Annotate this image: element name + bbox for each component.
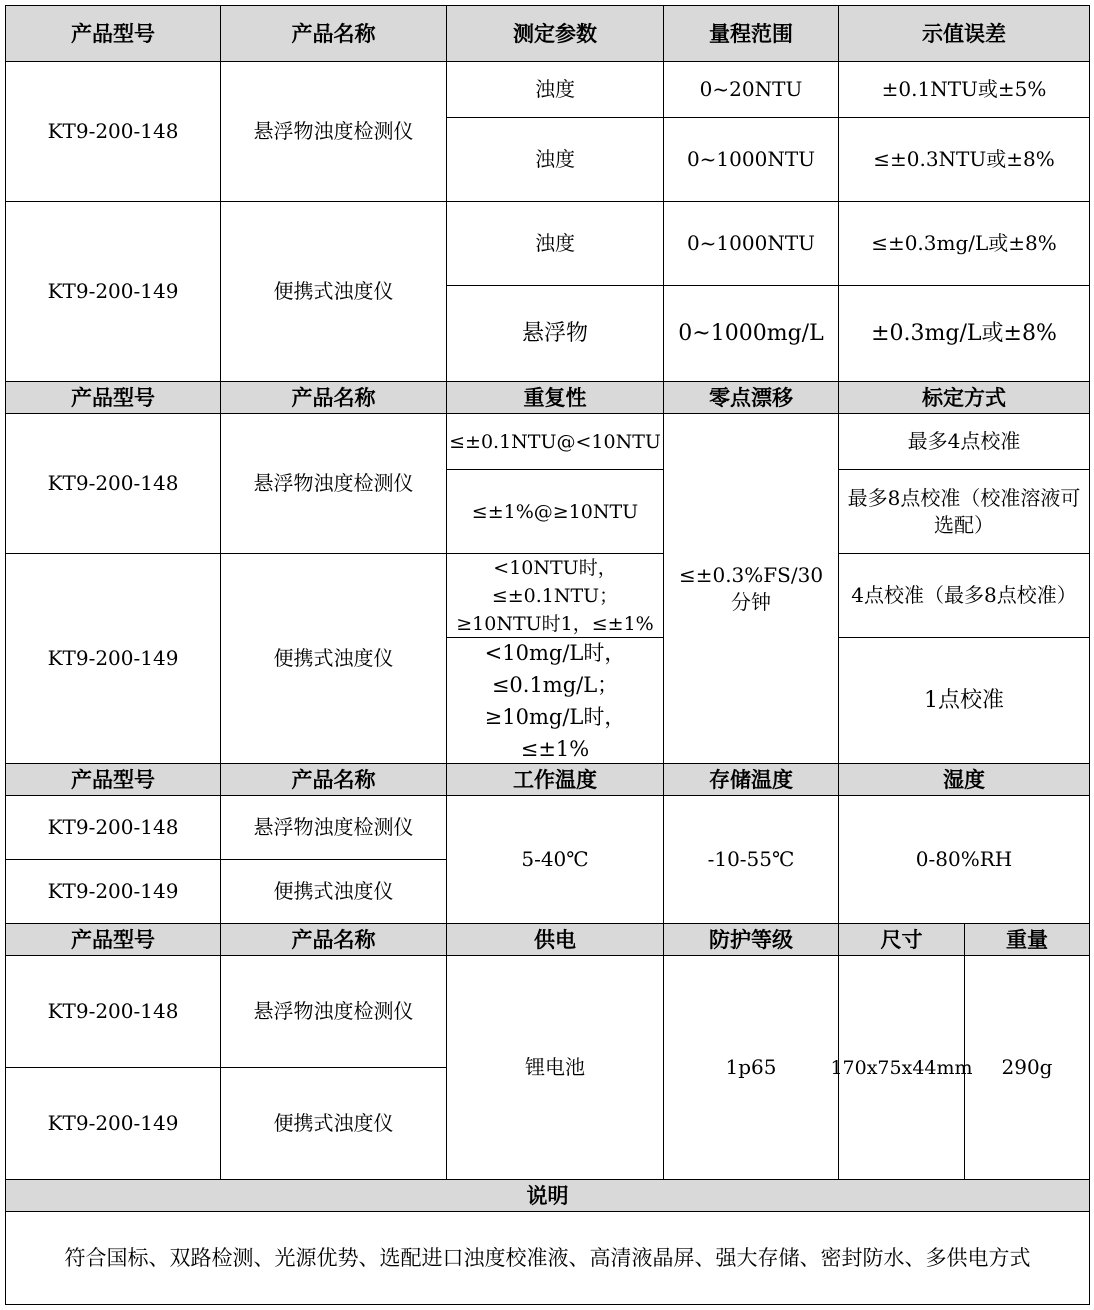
spec-table [5,5,1090,1305]
param-cell: 浊度 [446,61,664,118]
error-cell: ≤±0.3NTU或±8% [838,117,1090,202]
calibration-cell: 1点校准 [838,637,1090,764]
calibration-cell: 最多4点校准 [838,413,1090,470]
header-cell: 产品名称 [220,381,447,414]
header-cell: 测定参数 [446,5,664,62]
name-cell: 悬浮物浊度检测仪 [220,955,447,1068]
work-temp-cell: 5-40℃ [446,795,664,924]
header-cell: 量程范围 [663,5,839,62]
header-cell: 重量 [964,923,1090,956]
name-cell: 便携式浊度仪 [220,1067,447,1180]
error-cell: ±0.1NTU或±5% [838,61,1090,118]
repeatability-cell: ≤±0.1NTU@<10NTU [446,413,664,470]
header-cell: 产品型号 [5,381,221,414]
size-cell: 170x75x44mm [838,955,965,1180]
weight-cell: 290g [964,955,1090,1180]
name-cell: 便携式浊度仪 [220,201,447,382]
param-cell: 浊度 [446,201,664,286]
range-cell: 0~1000mg/L [663,285,839,382]
zero-drift-cell: ≤±0.3%FS/30分钟 [663,413,839,764]
param-cell: 浊度 [446,117,664,202]
header-cell: 产品名称 [220,5,447,62]
name-cell: 便携式浊度仪 [220,553,447,764]
header-cell: 防护等级 [663,923,839,956]
header-cell: 产品名称 [220,763,447,796]
model-cell: KT9-200-148 [5,61,221,202]
model-cell: KT9-200-148 [5,795,221,860]
model-cell: KT9-200-149 [5,553,221,764]
name-cell: 便携式浊度仪 [220,859,447,924]
model-cell: KT9-200-149 [5,201,221,382]
storage-temp-cell: -10-55℃ [663,795,839,924]
header-cell: 产品型号 [5,763,221,796]
calibration-cell: 最多8点校准（校准溶液可选配） [838,469,1090,554]
humidity-cell: 0-80%RH [838,795,1090,924]
protection-cell: 1p65 [663,955,839,1180]
name-cell: 悬浮物浊度检测仪 [220,61,447,202]
param-cell: 悬浮物 [446,285,664,382]
repeatability-cell: <10NTU时，≤±0.1NTU；≥10NTU时1，≤±1% [446,553,664,638]
header-cell: 供电 [446,923,664,956]
notes-text: 符合国标、双路检测、光源优势、选配进口浊度校准液、高清液晶屏、强大存储、密封防水、多供电方式 [5,1211,1090,1305]
header-cell: 标定方式 [838,381,1090,414]
range-cell: 0~1000NTU [663,201,839,286]
header-cell: 尺寸 [838,923,965,956]
model-cell: KT9-200-149 [5,1067,221,1180]
header-cell: 产品名称 [220,923,447,956]
model-cell: KT9-200-148 [5,413,221,554]
name-cell: 悬浮物浊度检测仪 [220,413,447,554]
notes-header: 说明 [5,1179,1090,1212]
header-cell: 产品型号 [5,923,221,956]
repeatability-cell: <10mg/L时，≤0.1mg/L；≥10mg/L时，≤±1% [446,637,664,764]
repeatability-cell: ≤±1%@≥10NTU [446,469,664,554]
error-cell: ≤±0.3mg/L或±8% [838,201,1090,286]
model-cell: KT9-200-149 [5,859,221,924]
header-cell: 示值误差 [838,5,1090,62]
model-cell: KT9-200-148 [5,955,221,1068]
header-cell: 湿度 [838,763,1090,796]
power-cell: 锂电池 [446,955,664,1180]
range-cell: 0~20NTU [663,61,839,118]
header-cell: 存储温度 [663,763,839,796]
header-cell: 重复性 [446,381,664,414]
header-cell: 零点漂移 [663,381,839,414]
header-cell: 产品型号 [5,5,221,62]
header-cell: 工作温度 [446,763,664,796]
error-cell: ±0.3mg/L或±8% [838,285,1090,382]
range-cell: 0~1000NTU [663,117,839,202]
name-cell: 悬浮物浊度检测仪 [220,795,447,860]
calibration-cell: 4点校准（最多8点校准） [838,553,1090,638]
